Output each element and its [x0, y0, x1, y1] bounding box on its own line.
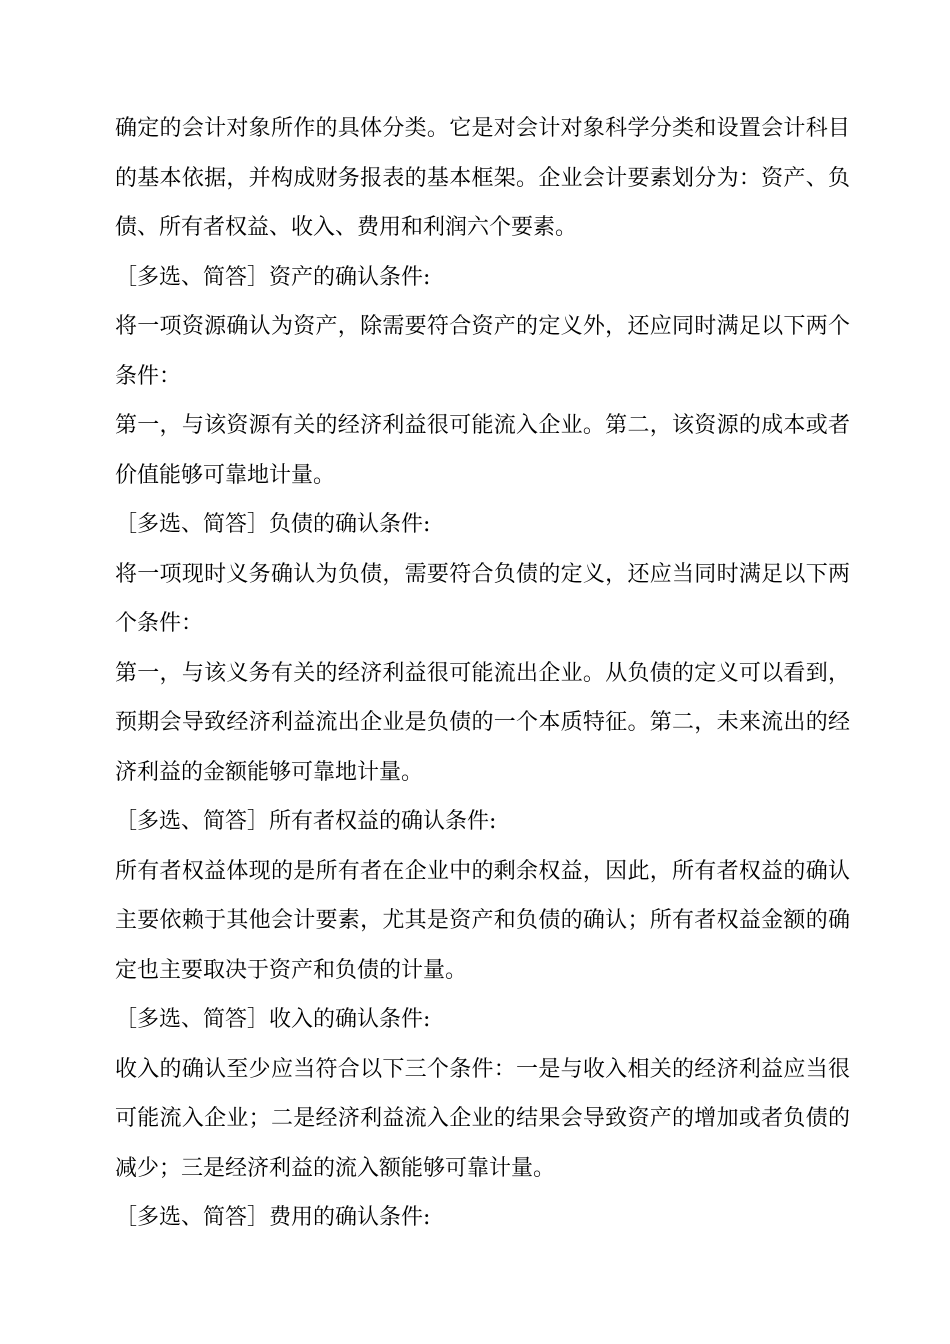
paragraph-accounting-elements: 确定的会计对象所作的具体分类。它是对会计对象科学分类和设置会计科目的基本依据，并构成财务报表的基本框架。企业会计要素划分为：资产、负债、所有者权益、收入、费用和利润六个要素。 — [115, 116, 850, 240]
paragraph-asset-conditions: 第一，与该资源有关的经济利益很可能流入企业。第二，该资源的成本或者价值能够可靠地计量。 — [115, 413, 850, 488]
heading-asset-recognition: ［多选、简答］资产的确认条件: — [115, 264, 431, 290]
heading-expense-recognition: ［多选、简答］费用的确认条件: — [115, 1205, 431, 1230]
paragraph-revenue-conditions: 收入的确认至少应当符合以下三个条件：一是与收入相关的经济利益应当很可能流入企业；二是经济利益流入企业的结果会导致资产的增加或者负债的减少；三是经济利益的流入额能够可靠计量。 — [115, 1056, 850, 1181]
paragraph-liability-conditions: 第一，与该义务有关的经济利益很可能流出企业。从负债的定义可以看到，预期会导致经济利益流出企业是负债的一个本质特征。第二，未来流出的经济利益的金额能够可靠地计量。 — [115, 660, 850, 785]
heading-equity-recognition: ［多选、简答］所有者权益的确认条件: — [115, 809, 497, 834]
paragraph-equity-conditions: 所有者权益体现的是所有者在企业中的剩余权益，因此，所有者权益的确认主要依赖于其他会计要素，尤其是资产和负债的确认；所有者权益金额的确定也主要取决于资产和负债的计量。 — [115, 858, 850, 983]
paragraph-liability-definition: 将一项现时义务确认为负债，需要符合负债的定义，还应当同时满足以下两个条件： — [115, 561, 850, 636]
heading-liability-recognition: ［多选、简答］负债的确认条件: — [115, 512, 431, 537]
heading-revenue-recognition: ［多选、简答］收入的确认条件: — [115, 1007, 431, 1032]
document-body — [115, 104, 850, 1243]
paragraph-asset-definition: 将一项资源确认为资产，除需要符合资产的定义外，还应同时满足以下两个条件： — [115, 314, 850, 389]
